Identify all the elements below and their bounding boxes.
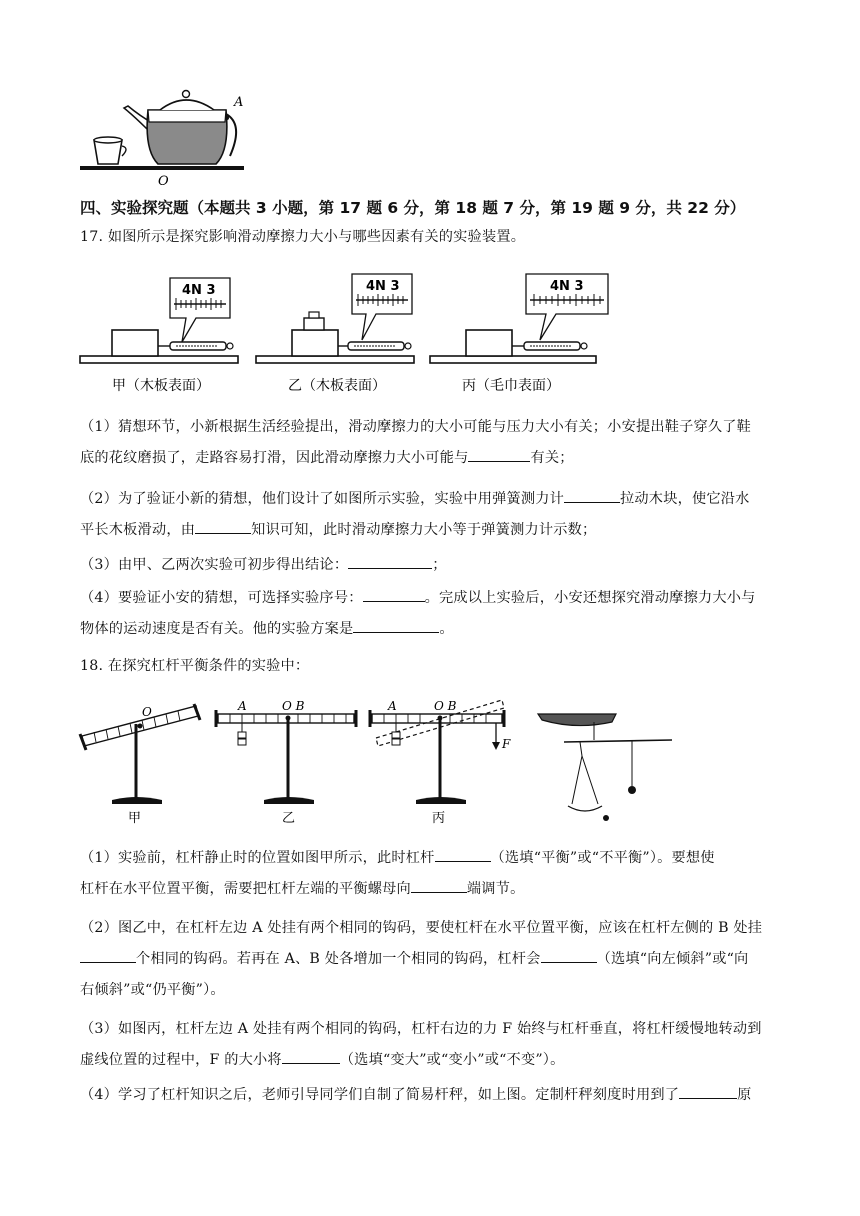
lever-figure-bing xyxy=(370,699,511,826)
scale-reading-jia: 4N 3 xyxy=(182,283,216,298)
scale-reading-yi: 4N 3 xyxy=(366,279,400,294)
friction-figure-jia xyxy=(80,278,238,394)
teapot-label-a: A xyxy=(234,95,244,110)
friction-figure-yi xyxy=(256,274,414,394)
q18-figures xyxy=(76,694,676,834)
q17-part2-line2 xyxy=(80,515,786,546)
lever-bing-label-ob: O B xyxy=(434,699,457,713)
teapot-label-o: O xyxy=(158,174,169,189)
section-title: 四、实验探究题（本题共 3 小题，第 17 题 6 分，第 18 题 7 分，第 19 题 9 分，共 22 分） xyxy=(80,199,746,217)
q18-part4 xyxy=(80,1080,786,1111)
q18-part1-text2: 杠杆在水平位置平衡，需要把杠杆左端的平衡螺母向 xyxy=(80,881,411,897)
answer-blank[interactable] xyxy=(468,447,530,462)
q18-part3-line1: （3）如图丙，杠杆左边 A 处挂有两个相同的钩码，杠杆右边的力 F 始终与杠杆垂直，将杠杆缓慢地转动到 xyxy=(80,1021,762,1037)
answer-blank[interactable] xyxy=(363,587,425,602)
answer-blank[interactable] xyxy=(435,847,491,862)
q17-stem: 17. 如图所示是探究影响滑动摩擦力大小与哪些因素有关的实验装置。 xyxy=(80,229,526,245)
q18-part1-text2-end: 端调节。 xyxy=(466,881,525,897)
answer-blank[interactable] xyxy=(348,554,432,569)
lever-caption-bing: 丙 xyxy=(432,811,446,826)
answer-blank[interactable] xyxy=(80,948,136,963)
q17-part4-text2: 物体的运动速度是否有关。他的实验方案是 xyxy=(80,621,354,637)
q17-part2-text: （2）为了验证小新的猜想，他们设计了如图所示实验，实验中用弹簧测力计 xyxy=(80,491,565,507)
q17-part3-text-end: ； xyxy=(432,557,447,573)
q18-part2-line3: 右倾斜”或“仍平衡”）。 xyxy=(80,982,225,998)
answer-blank[interactable] xyxy=(541,948,597,963)
q18-part1-line2 xyxy=(80,874,786,905)
q18-stem: 18. 在探究杠杆平衡条件的实验中： xyxy=(80,658,310,674)
q17-part3 xyxy=(80,550,786,581)
caption-bing: 丙（毛巾表面） xyxy=(462,378,560,394)
scale-reading-bing: 4N 3 xyxy=(550,279,584,294)
q17-part3-text: （3）由甲、乙两次实验可初步得出结论： xyxy=(80,557,349,573)
lever-jia-label-o: O xyxy=(142,705,152,719)
q18-part2-line1: （2）图乙中，在杠杆左边 A 处挂有两个相同的钩码，要使杠杆在水平位置平衡，应该在杠杆左侧的 B 处挂 xyxy=(80,920,763,936)
answer-blank[interactable] xyxy=(564,488,620,503)
q17-part2-line1 xyxy=(80,484,786,515)
q17-figures xyxy=(78,262,618,398)
q17-part2-text-end: 拉动木块，使它沿水 xyxy=(620,491,750,507)
q17-part1-line2 xyxy=(80,443,786,474)
lever-caption-yi: 乙 xyxy=(282,811,296,826)
caption-jia: 甲（木板表面） xyxy=(112,378,210,394)
answer-blank[interactable] xyxy=(282,1049,340,1064)
teapot-figure xyxy=(78,80,253,190)
q17-part1-line1: （1）猜想环节，小新根据生活经验提出，滑动摩擦力的大小可能与压力大小有关；小安提出鞋子穿久了鞋 xyxy=(80,419,752,435)
lever-figure-yi xyxy=(216,699,356,826)
q17-part4-line2 xyxy=(80,614,786,645)
q17-part2-text2-end: 知识可知，此时滑动摩擦力大小等于弹簧测力计示数； xyxy=(251,522,597,538)
steelyard-figure xyxy=(538,714,672,821)
lever-bing-label-f: F xyxy=(502,737,511,751)
q18-part3-text-end: （选填“变大”或“变小”或“不变”）。 xyxy=(339,1052,565,1068)
answer-blank[interactable] xyxy=(195,519,251,534)
q17-part2-text2: 平长木板滑动，由 xyxy=(80,522,196,538)
q17-part4-line1 xyxy=(80,583,786,614)
lever-figure-jia xyxy=(80,704,200,826)
q18-part1-text-end: （选填“平衡”或“不平衡”）。要想使 xyxy=(490,850,715,866)
q17-part4-text2-end: 。 xyxy=(439,621,454,637)
q18-part3-line2 xyxy=(80,1045,786,1076)
q18-part1-line1 xyxy=(80,843,786,874)
q18-part2-text-end: （选填“向左倾斜”或“向 xyxy=(596,951,749,967)
q17-part4-text: （4）要验证小安的猜想，可选择实验序号： xyxy=(80,590,363,606)
q18-part1-text: （1）实验前，杠杆静止时的位置如图甲所示，此时杠杆 xyxy=(80,850,435,866)
answer-blank[interactable] xyxy=(679,1084,737,1099)
q17-part4-text-end: 。完成以上实验后，小安还想探究滑动摩擦力大小与 xyxy=(424,590,756,606)
q17-part1-text-end: 有关； xyxy=(530,450,574,466)
lever-yi-label-ob: O B xyxy=(282,699,305,713)
lever-yi-label-a: A xyxy=(238,699,247,713)
answer-blank[interactable] xyxy=(353,618,439,633)
lever-bing-label-a: A xyxy=(388,699,397,713)
q17-part1-text: 底的花纹磨损了，走路容易打滑，因此滑动摩擦力大小可能与 xyxy=(80,450,469,466)
answer-blank[interactable] xyxy=(411,878,467,893)
q18-part2-line2 xyxy=(80,944,786,975)
caption-yi: 乙（木板表面） xyxy=(288,378,386,394)
q18-part4-text-end: 原 xyxy=(737,1087,752,1103)
q18-part3-text: 虚线位置的过程中，F 的大小将 xyxy=(80,1052,282,1068)
friction-figure-bing xyxy=(430,274,608,394)
q18-part2-text: 个相同的钩码。若再在 A、B 处各增加一个相同的钩码，杠杆会 xyxy=(136,951,541,967)
q18-part4-text: （4）学习了杠杆知识之后，老师引导同学们自制了简易杆秤，如上图。定制杆秤刻度时用到了 xyxy=(80,1087,680,1103)
lever-caption-jia: 甲 xyxy=(128,811,142,826)
